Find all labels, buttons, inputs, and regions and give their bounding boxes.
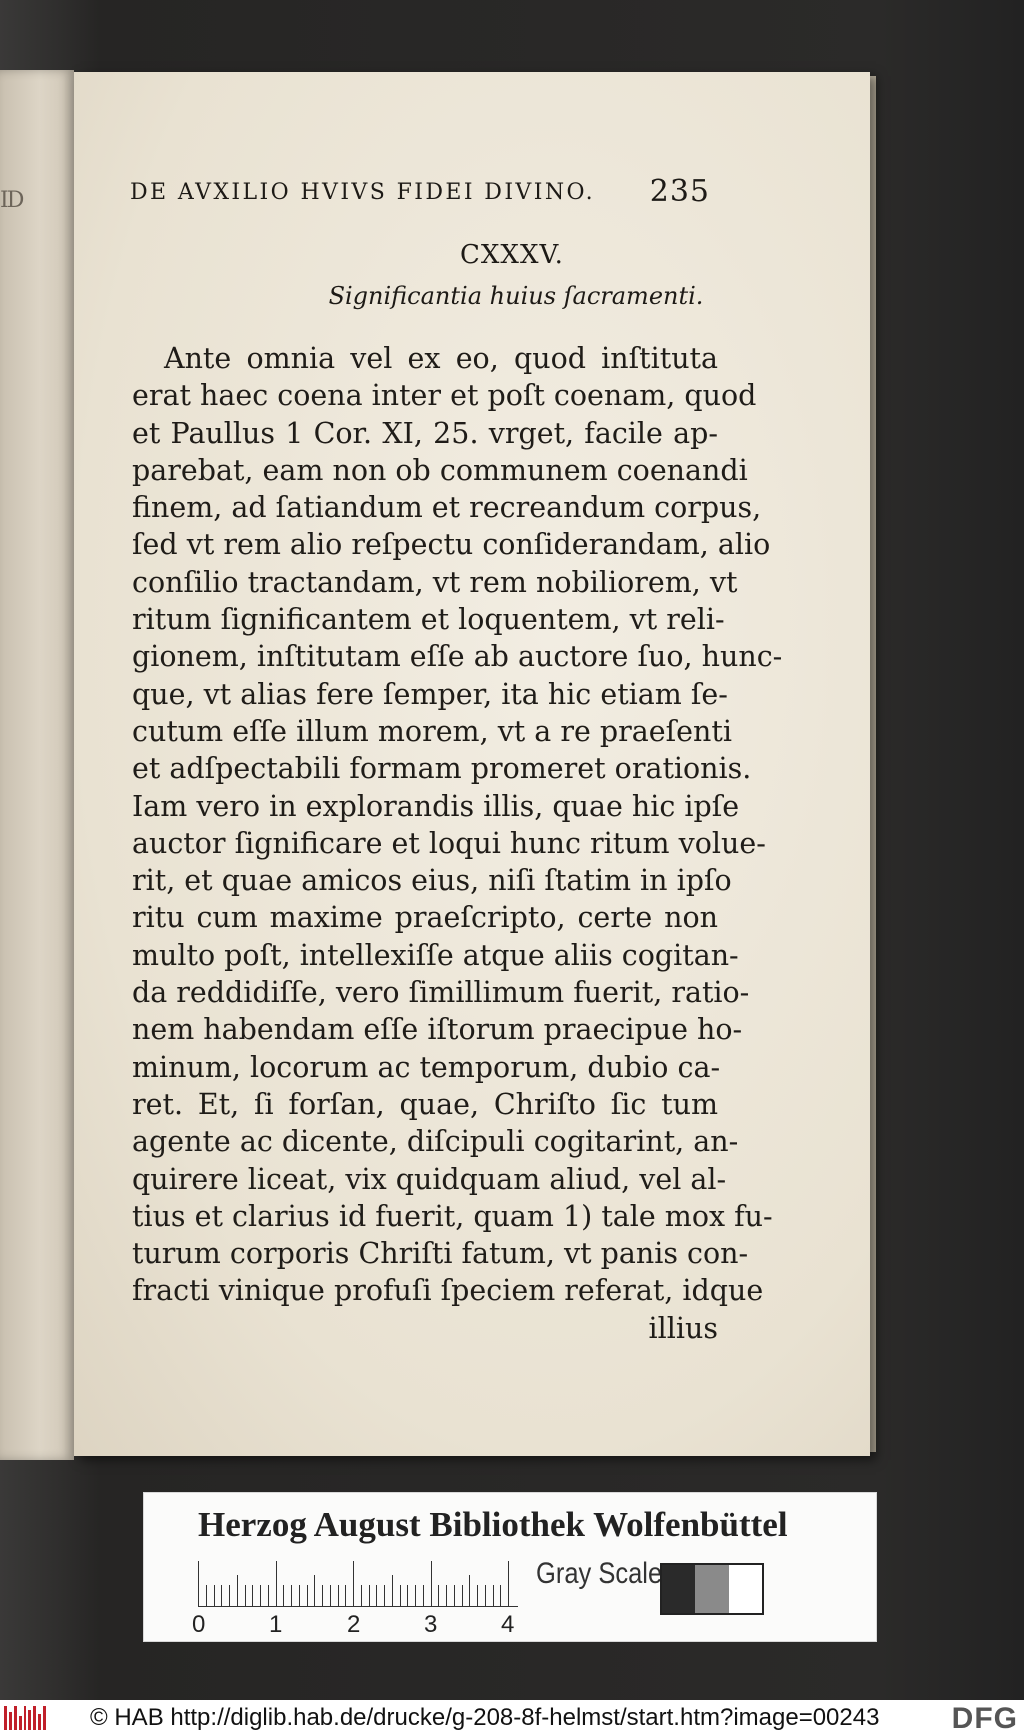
text-line: multo poſt, intellexiſſe atque aliis cogitan- bbox=[132, 938, 739, 972]
ruler-tick bbox=[353, 1561, 354, 1607]
scale-ruler bbox=[198, 1559, 518, 1607]
ruler-tick bbox=[299, 1585, 300, 1607]
text-line: ritum ſignificantem et loquentem, vt reli- bbox=[132, 603, 725, 637]
section-title: Significantia huius ſacramenti. bbox=[328, 282, 704, 310]
ruler-tick bbox=[431, 1561, 432, 1607]
ruler-tick bbox=[229, 1585, 230, 1607]
ruler-tick bbox=[500, 1585, 501, 1607]
gray-swatch-mid bbox=[695, 1565, 728, 1613]
ruler-tick bbox=[268, 1585, 269, 1607]
ruler-tick bbox=[322, 1585, 323, 1607]
text-line: Iam vero in explorandis illis, quae hic ipſe bbox=[132, 789, 740, 823]
ruler-tick bbox=[462, 1585, 463, 1607]
ruler-tick bbox=[493, 1585, 494, 1607]
previous-page-edge bbox=[0, 70, 74, 1460]
ruler-tick bbox=[252, 1585, 253, 1607]
text-line: finem, ad ſatiandum et recreandum corpus, bbox=[132, 491, 762, 525]
ruler-tick bbox=[392, 1575, 393, 1607]
text-line: parebat, eam non ob communem coenandi bbox=[132, 453, 748, 487]
text-line: cutum eſſe illum morem, vt a re praeſenti bbox=[132, 714, 732, 748]
text-line: turum corporis Chriſti fatum, vt panis con- bbox=[132, 1237, 749, 1271]
catchword: illius bbox=[648, 1311, 718, 1345]
ruler-tick bbox=[330, 1585, 331, 1607]
gray-swatch-dark bbox=[662, 1565, 695, 1613]
text-line: minum, locorum ac temporum, dubio ca- bbox=[132, 1050, 721, 1084]
ruler-tick bbox=[214, 1585, 215, 1607]
ruler-tick bbox=[454, 1585, 455, 1607]
text-line: auctor ſignificare et loqui hunc ritum volue- bbox=[132, 826, 766, 860]
text-line: tius et clarius id fuerit, quam 1) tale mox fu- bbox=[132, 1199, 773, 1233]
text-line: nem habendam eſſe iſtorum praecipue ho- bbox=[132, 1013, 743, 1047]
ruler-tick bbox=[206, 1585, 207, 1607]
text-line: rit, et quae amicos eius, niſi ſtatim in ipſo bbox=[132, 864, 732, 898]
ruler-tick bbox=[477, 1585, 478, 1607]
text-line: quirere liceat, vix quidquam aliud, vel al- bbox=[132, 1162, 727, 1196]
ruler-tick bbox=[237, 1575, 238, 1607]
running-head bbox=[130, 174, 710, 214]
ruler-tick bbox=[469, 1575, 470, 1607]
body-text bbox=[132, 340, 783, 1347]
ruler-number: 3 bbox=[424, 1611, 438, 1638]
footer-bar bbox=[0, 1700, 1024, 1736]
text-line: gionem, inſtitutam eſſe ab auctore ſuo, hunc- bbox=[132, 640, 783, 674]
gray-swatch-light bbox=[729, 1565, 762, 1613]
library-name: Herzog August Bibliothek Wolfenbüttel bbox=[198, 1505, 788, 1544]
ruler-tick bbox=[361, 1585, 362, 1607]
ruler-tick bbox=[400, 1585, 401, 1607]
ruler-tick bbox=[485, 1585, 486, 1607]
gray-scale-swatches bbox=[660, 1563, 764, 1615]
hab-logo-icon bbox=[4, 1706, 46, 1730]
ruler-tick bbox=[276, 1561, 277, 1607]
ruler-tick bbox=[369, 1585, 370, 1607]
text-line: ſed vt rem alio reſpectu conſiderandam, alio bbox=[132, 528, 771, 562]
ruler-tick bbox=[260, 1585, 261, 1607]
ruler-tick bbox=[384, 1585, 385, 1607]
ruler-tick bbox=[198, 1561, 199, 1607]
ruler-tick bbox=[338, 1585, 339, 1607]
ruler-tick bbox=[407, 1585, 408, 1607]
text-line: Ante omnia vel ex eo, quod inſtituta bbox=[164, 342, 718, 375]
ruler-number: 0 bbox=[192, 1611, 206, 1638]
section-number: CXXXV. bbox=[460, 240, 564, 270]
ruler-tick bbox=[376, 1585, 377, 1607]
text-line: que, vt alias fere ſemper, ita hic etiam ſe- bbox=[132, 677, 728, 711]
previous-page-fragment: ID bbox=[0, 188, 23, 213]
dfg-logo: DFG bbox=[951, 1702, 1018, 1735]
ruler-number: 4 bbox=[501, 1611, 515, 1638]
ruler-tick bbox=[307, 1585, 308, 1607]
ruler-tick bbox=[508, 1561, 509, 1607]
source-credit: © HAB http://diglib.hab.de/drucke/g-208-8f-helmst/start.htm?image=00243 bbox=[90, 1704, 880, 1731]
ruler-tick bbox=[221, 1585, 222, 1607]
text-line: fracti vinique profuſi ſpeciem referat, idque bbox=[132, 1274, 764, 1308]
ruler-tick bbox=[245, 1585, 246, 1607]
text-line: da reddidiſſe, vero ſimillimum fuerit, ratio- bbox=[132, 976, 750, 1010]
text-line: ritu cum maxime praeſcripto, certe non bbox=[132, 901, 718, 935]
ruler-tick bbox=[291, 1585, 292, 1607]
ruler-tick bbox=[415, 1585, 416, 1607]
page-number: 235 bbox=[649, 174, 710, 209]
text-line: agente ac dicente, diſcipuli cogitarint, an- bbox=[132, 1125, 739, 1159]
text-line: ret. Et, ſi forſan, quae, Chriſto ſic tum bbox=[132, 1087, 718, 1121]
ruler-tick bbox=[438, 1585, 439, 1607]
text-line: conſilio tractandam, vt rem nobiliorem, vt bbox=[132, 565, 738, 599]
text-line: et adſpectabili formam promeret orationis. bbox=[132, 752, 752, 786]
running-head-title: DE AVXILIO HVIVS FIDEI DIVINO. bbox=[130, 180, 596, 205]
ruler-tick bbox=[446, 1585, 447, 1607]
text-line: erat haec coena inter et poſt coenam, quod bbox=[132, 379, 757, 413]
ruler-tick bbox=[423, 1585, 424, 1607]
gray-scale-label: Gray Scale bbox=[536, 1557, 663, 1590]
ruler-number: 1 bbox=[269, 1611, 283, 1638]
ruler-number: 2 bbox=[347, 1611, 361, 1638]
library-label-card bbox=[143, 1492, 877, 1642]
ruler-tick bbox=[345, 1585, 346, 1607]
text-line: et Paullus 1 Cor. XI, 25. vrget, facile ap- bbox=[132, 416, 718, 450]
ruler-tick bbox=[314, 1575, 315, 1607]
ruler-tick bbox=[283, 1585, 284, 1607]
